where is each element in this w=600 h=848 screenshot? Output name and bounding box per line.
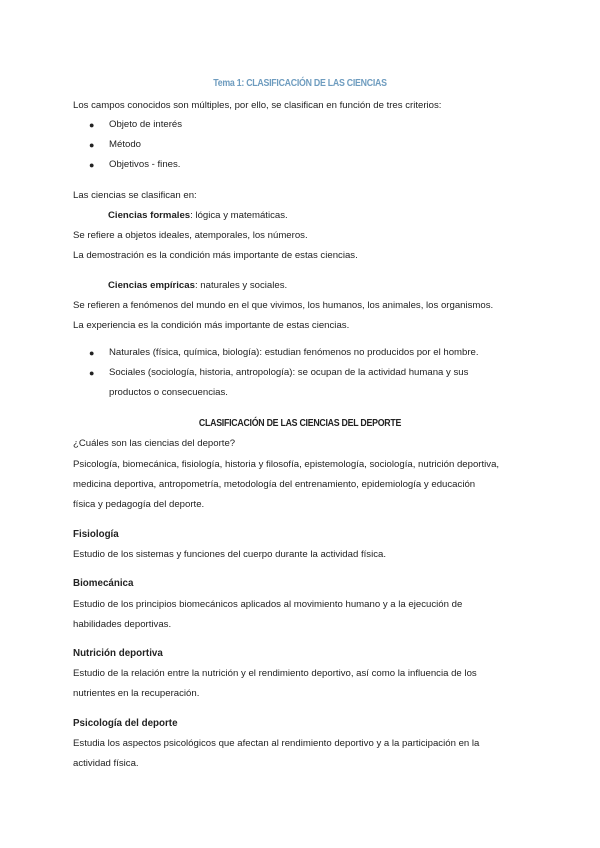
section-text: habilidades deportivas. bbox=[73, 619, 172, 630]
section-heading: Nutrición deportiva bbox=[73, 648, 163, 659]
bullet-icon: ● bbox=[89, 368, 95, 378]
intro-paragraph: Los campos conocidos son múltiples, por ello, se clasifican en función de tres criterios: bbox=[73, 100, 442, 111]
section-heading: Biomecánica bbox=[73, 578, 134, 589]
type-item: Naturales (física, química, biología): estudian fenómenos no producidos por el hombre. bbox=[109, 347, 479, 358]
formales-desc: Se refiere a objetos ideales, atemporales, los números. bbox=[73, 230, 308, 241]
section-text: Estudio de la relación entre la nutrición y el rendimiento deportivo, así como la influencia de los bbox=[73, 668, 477, 679]
formales-line bbox=[108, 210, 288, 222]
empiricas-condition: La experiencia es la condición más importante de estas ciencias. bbox=[73, 320, 350, 331]
section-heading: Psicología del deporte bbox=[73, 718, 178, 729]
criteria-item: Objeto de interés bbox=[109, 119, 183, 130]
formales-rest: : lógica y matemáticas. bbox=[190, 210, 288, 221]
question: ¿Cuáles son las ciencias del deporte? bbox=[73, 438, 236, 449]
empiricas-rest: : naturales y sociales. bbox=[194, 280, 288, 291]
section-text: Estudio de los sistemas y funciones del cuerpo durante la actividad física. bbox=[73, 549, 387, 560]
bullet-icon: ● bbox=[89, 348, 95, 358]
bullet-icon: ● bbox=[89, 140, 95, 150]
formales-condition: La demostración es la condición más importante de estas ciencias. bbox=[73, 250, 358, 261]
section-text: Estudio de los principios biomecánicos aplicados al movimiento humano y a la ejecución de bbox=[73, 599, 463, 610]
type-item-continued: productos o consecuencias. bbox=[109, 387, 228, 398]
document-title: Tema 1: CLASIFICACIÓN DE LAS CIENCIAS bbox=[213, 78, 387, 89]
empiricas-line bbox=[108, 280, 287, 292]
criteria-item: Método bbox=[109, 139, 141, 150]
formales-label: Ciencias formales bbox=[108, 210, 191, 221]
sciences-list-line: Psicología, biomecánica, fisiología, historia y filosofía, epistemología, sociología, nutrición deportiva, bbox=[73, 459, 500, 470]
section-text: Estudia los aspectos psicológicos que afectan al rendimiento deportivo y a la participación en la bbox=[73, 738, 480, 749]
empiricas-label: Ciencias empíricas bbox=[108, 280, 195, 291]
sciences-list-line: física y pedagogía del deporte. bbox=[73, 499, 205, 510]
sciences-list-line: medicina deportiva, antropometría, metodología del entrenamiento, epidemiología y educación bbox=[73, 479, 476, 490]
section-title: CLASIFICACIÓN DE LAS CIENCIAS DEL DEPORTE bbox=[198, 418, 402, 429]
section-text: actividad física. bbox=[73, 758, 139, 769]
bullet-icon: ● bbox=[89, 160, 95, 170]
classify-line: Las ciencias se clasifican en: bbox=[73, 190, 197, 201]
bullet-icon: ● bbox=[89, 120, 95, 130]
section-heading: Fisiología bbox=[73, 529, 119, 540]
type-item: Sociales (sociología, historia, antropología): se ocupan de la actividad humana y sus bbox=[109, 367, 469, 378]
section-text: nutrientes en la recuperación. bbox=[73, 688, 200, 699]
empiricas-desc: Se refieren a fenómenos del mundo en el que vivimos, los humanos, los animales, los organismos. bbox=[73, 300, 494, 311]
criteria-item: Objetivos - fines. bbox=[109, 159, 181, 170]
